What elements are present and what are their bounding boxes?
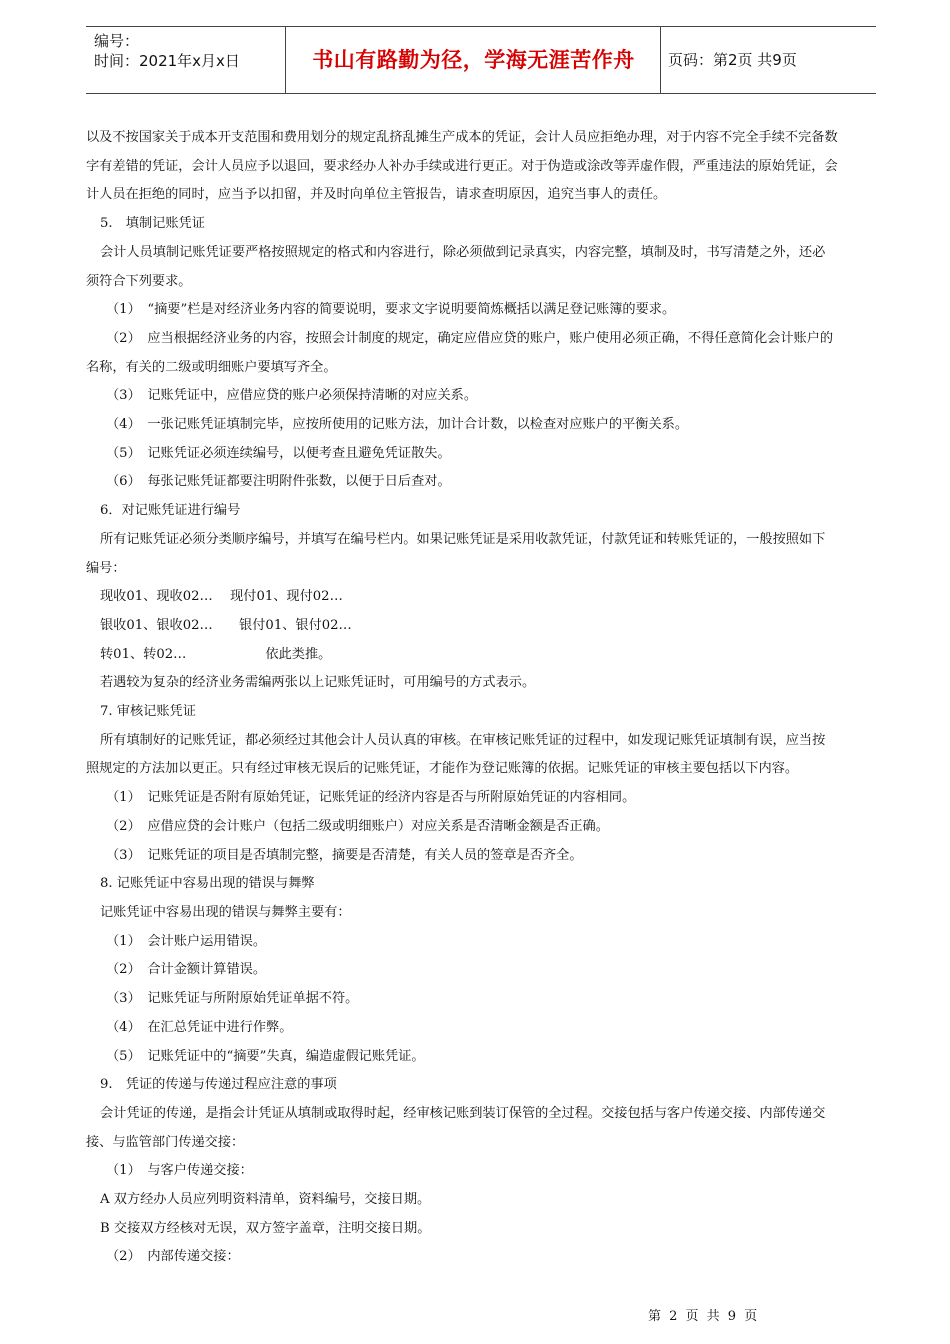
text-line: A 双方经办人员应列明资料清单，资料编号，交接日期。 <box>100 1192 431 1208</box>
text-line: （4） 一张记账凭证填制完毕，应按所使用的记账方法，加计合计数，以检查对应账户的平衡关系。 <box>106 417 689 433</box>
text-line: 照规定的方法加以更正。只有经过审核无误后的记账凭证，才能作为登记账簿的依据。记账凭证的审核主要包括以下内容。 <box>86 761 799 777</box>
document-body <box>86 124 892 1272</box>
text-line: 5. 填制记账凭证 <box>100 216 205 232</box>
text-line: （2） 内部传递交接： <box>106 1249 240 1265</box>
text-line: 若遇较为复杂的经济业务需编两张以上记账凭证时，可用编号的方式表示。 <box>100 675 536 691</box>
text-line: 以及不按国家关于成本开支范围和费用划分的规定乱挤乱摊生产成本的凭证，会计人员应拒绝办理，对于内容不完全手续不完备数 <box>86 130 838 145</box>
text-line: 转01、转02… 依此类推。 <box>100 646 332 662</box>
text-line: 现收01、现收02… 现付01、现付02… <box>100 589 343 605</box>
text-line: （3） 记账凭证与所附原始凭证单据不符。 <box>106 991 359 1007</box>
text-line: 8. 记账凭证中容易出现的错误与舞弊 <box>100 876 315 892</box>
text-line: 编号： <box>86 560 126 576</box>
text-line: （6） 每张记账凭证都要注明附件张数，以便于日后查对。 <box>106 474 451 490</box>
text-line: 所有记账凭证必须分类顺序编号，并填写在编号栏内。如果记账凭证是采用收款凭证，付款凭证和转账凭证的，一般按照如下 <box>100 531 826 547</box>
text-line: 计人员在拒绝的同时，应当予以扣留，并及时向单位主管报告，请求查明原因，追究当事人的责任。 <box>86 187 667 203</box>
text-line: 接、与监管部门传递交接： <box>86 1134 245 1150</box>
header-meta <box>94 27 284 97</box>
text-line: （1） “摘要”栏是对经济业务内容的简要说明，要求文字说明要简炼概括以满足登记账簿的要求。 <box>106 302 676 318</box>
document-time: 时间：2021年x月x日 <box>94 52 240 70</box>
text-line: B 交接双方经核对无误，双方签字盖章，注明交接日期。 <box>100 1220 431 1236</box>
text-line: （2） 合计金额计算错误。 <box>106 962 267 978</box>
header-motto: 书山有路勤为径，学海无涯苦作舟 <box>312 48 635 72</box>
text-line: 须符合下列要求。 <box>86 273 192 289</box>
text-line: 7. 审核记账凭证 <box>100 704 196 720</box>
text-line: （4） 在汇总凭证中进行作弊。 <box>106 1019 293 1035</box>
text-line: 银收01、银收02… 银付01、银付02… <box>100 617 352 633</box>
header-divider <box>285 27 286 93</box>
text-line: （3） 记账凭证的项目是否填制完整，摘要是否清楚，有关人员的签章是否齐全。 <box>106 847 583 863</box>
text-line: 记账凭证中容易出现的错误与舞弊主要有： <box>100 904 351 920</box>
text-line: 会计人员填制记账凭证要严格按照规定的格式和内容进行，除必须做到记录真实，内容完整，填制及时，书写清楚之外，还必 <box>100 244 826 260</box>
text-line: （3） 记账凭证中，应借应贷的账户必须保持清晰的对应关系。 <box>106 388 478 404</box>
header-page-number: 页码：第2页 共9页 <box>668 51 797 69</box>
text-line: 6．对记账凭证进行编号 <box>100 503 241 519</box>
text-line: （1） 与客户传递交接： <box>106 1163 253 1179</box>
text-line: 字有差错的凭证，会计人员应予以退回，要求经办人补办手续或进行更正。对于伪造或涂改等弄虚作假，严重违法的原始凭证，会 <box>86 158 838 174</box>
header-divider <box>660 27 661 93</box>
page-header <box>86 26 876 94</box>
text-line: 9. 凭证的传递与传递过程应注意的事项 <box>100 1077 337 1093</box>
page-footer: 第 2 页 共 9 页 <box>648 1309 760 1324</box>
text-line: 所有填制好的记账凭证，都必须经过其他会计人员认真的审核。在审核记账凭证的过程中，如发现记账凭证填制有误，应当按 <box>100 732 826 748</box>
text-line: （1） 记账凭证是否附有原始凭证，记账凭证的经济内容是否与所附原始凭证的内容相同。 <box>106 790 636 806</box>
text-line: （5） 记账凭证中的“摘要”失真，编造虚假记账凭证。 <box>106 1048 425 1064</box>
text-line: （1） 会计账户运用错误。 <box>106 933 267 949</box>
text-line: （2） 应当根据经济业务的内容，按照会计制度的规定，确定应借应贷的账户，账户使用必须正确，不得任意简化会计账户的 <box>106 330 834 346</box>
text-line: 名称，有关的二级或明细账户要填写齐全。 <box>86 359 337 375</box>
text-line: （5） 记账凭证必须连续编号，以便考查且避免凭证散失。 <box>106 445 451 461</box>
document-number: 编号： <box>94 32 140 50</box>
text-line: 会计凭证的传递，是指会计凭证从填制或取得时起，经审核记账到装订保管的全过程。交接包括与客户传递交接、内部传递交 <box>100 1105 826 1121</box>
text-line: （2） 应借应贷的会计账户（包括二级或明细账户）对应关系是否清晰金额是否正确。 <box>106 818 609 834</box>
